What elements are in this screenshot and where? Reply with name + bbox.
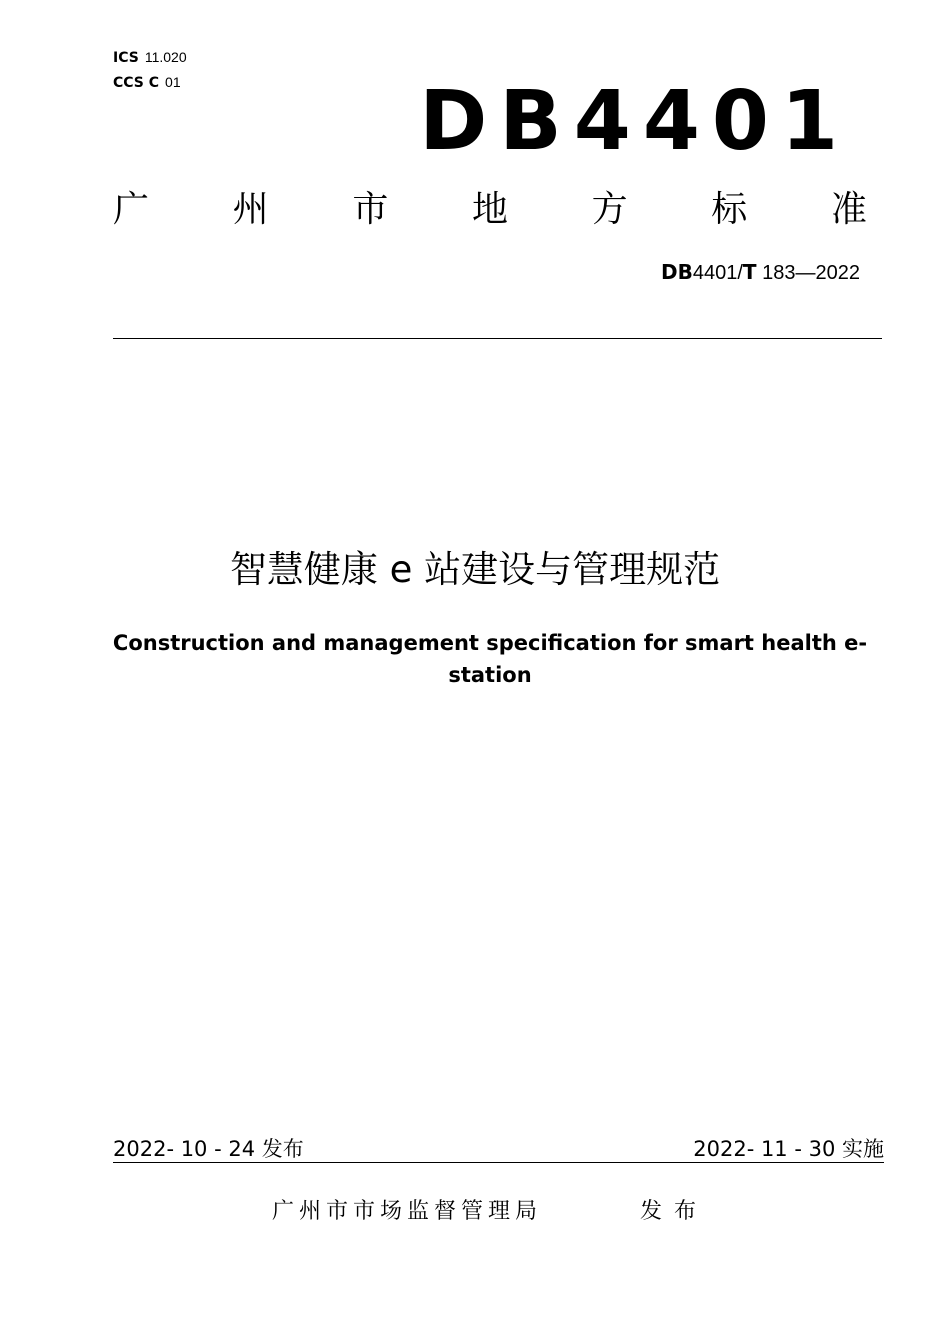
ccs-label: CCS C — [113, 75, 160, 91]
ics-code — [113, 49, 187, 66]
english-title: Construction and management specification for smart health e-station — [112, 631, 868, 687]
ics-label: ICS — [113, 50, 139, 66]
standard-number-t: T — [742, 260, 757, 284]
ics-value: 11.020 — [144, 49, 187, 65]
header-divider — [113, 338, 882, 339]
standard-type-char: 州 — [232, 189, 269, 230]
standard-type-title — [113, 186, 867, 234]
standard-type-char: 市 — [352, 189, 389, 230]
ccs-value: 01 — [165, 74, 181, 90]
standard-number-rest: 183—2022 — [756, 262, 860, 284]
publish-date: 2022- 10 - 24 发布 — [113, 1137, 304, 1161]
standard-type-char: 标 — [711, 189, 748, 230]
standard-type-char: 方 — [591, 189, 628, 230]
standard-number-region: 4401/ — [692, 262, 743, 284]
standard-type-char: 广 — [113, 189, 150, 230]
issuer-name: 广州市市场监督管理局 — [272, 1199, 543, 1224]
standard-type-char: 地 — [471, 189, 508, 230]
standard-number — [661, 259, 860, 286]
standard-type-char: 准 — [830, 189, 867, 230]
footer-divider — [113, 1162, 884, 1163]
chinese-title: 智慧健康 e 站建设与管理规范 — [229, 548, 721, 591]
standard-big-code: DB4401 — [419, 74, 850, 169]
ccs-code — [113, 74, 181, 91]
standard-number-prefix: DB — [661, 260, 693, 284]
issuer-action: 发布 — [640, 1199, 709, 1224]
implement-date: 2022- 11 - 30 实施 — [693, 1137, 884, 1161]
